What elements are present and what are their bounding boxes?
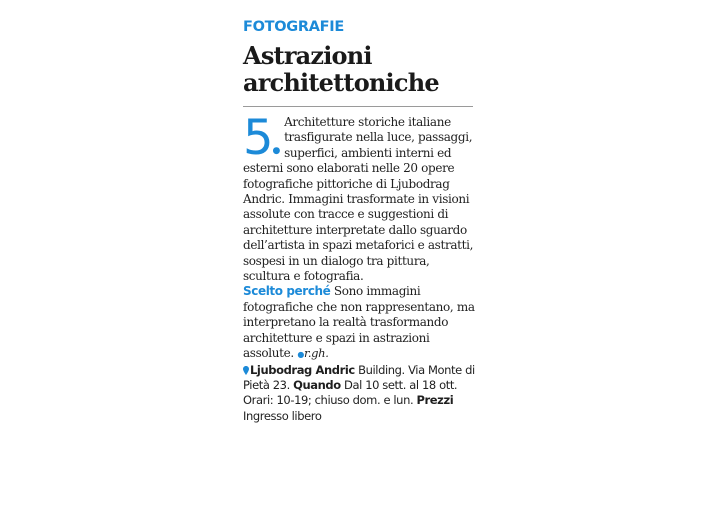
section-label: FOTOGRAFIE xyxy=(243,19,344,35)
headline-line-2: architettoniche xyxy=(243,68,439,97)
signature-dot-icon: ● xyxy=(297,350,304,360)
article-body xyxy=(243,110,475,284)
prices-text: Ingresso libero xyxy=(243,408,322,423)
event-info xyxy=(243,363,475,425)
when-text: Dal 10 sett. al 18 ott. Orari: 10-19; chiuso dom. e lun. xyxy=(243,377,458,408)
prices-label: Prezzi xyxy=(416,393,454,408)
chosen-label: Scelto perché xyxy=(243,284,331,299)
chosen-text: Sono immagini fotografiche che non rappresentano, ma interpretano la realtà trasformando architetture e spazi in astrazioni assolute. xyxy=(243,284,475,361)
headline-line-1: Astrazioni xyxy=(243,41,372,70)
rating xyxy=(243,110,281,166)
divider xyxy=(243,106,473,107)
signature: r.gh. xyxy=(303,346,329,361)
venue-address: Building. Via Monte di Pietà 23. xyxy=(243,362,475,392)
article xyxy=(243,18,475,424)
chosen-paragraph xyxy=(243,284,475,362)
location-pin-icon xyxy=(243,366,249,375)
headline xyxy=(243,42,475,96)
rating-dot-icon: ● xyxy=(272,146,281,156)
rating-number: 5 xyxy=(243,110,272,166)
when-label: Quando xyxy=(293,377,341,392)
body-text: Architetture storiche italiane trasfigurate nella luce, passaggi, superfici, ambienti interni ed esterni sono elaborati nelle 20 opere fotografiche pittoriche di Ljubodrag Andric. Immagini trasformate in visioni assolute con tracce e suggestioni di architetture interpretate dallo sguardo dell’artista in spazi metaforici e astratti, sospesi in un dialogo tra pittura, scultura e fotografia. xyxy=(243,115,474,284)
venue-name: Ljubodrag Andric xyxy=(250,362,355,377)
